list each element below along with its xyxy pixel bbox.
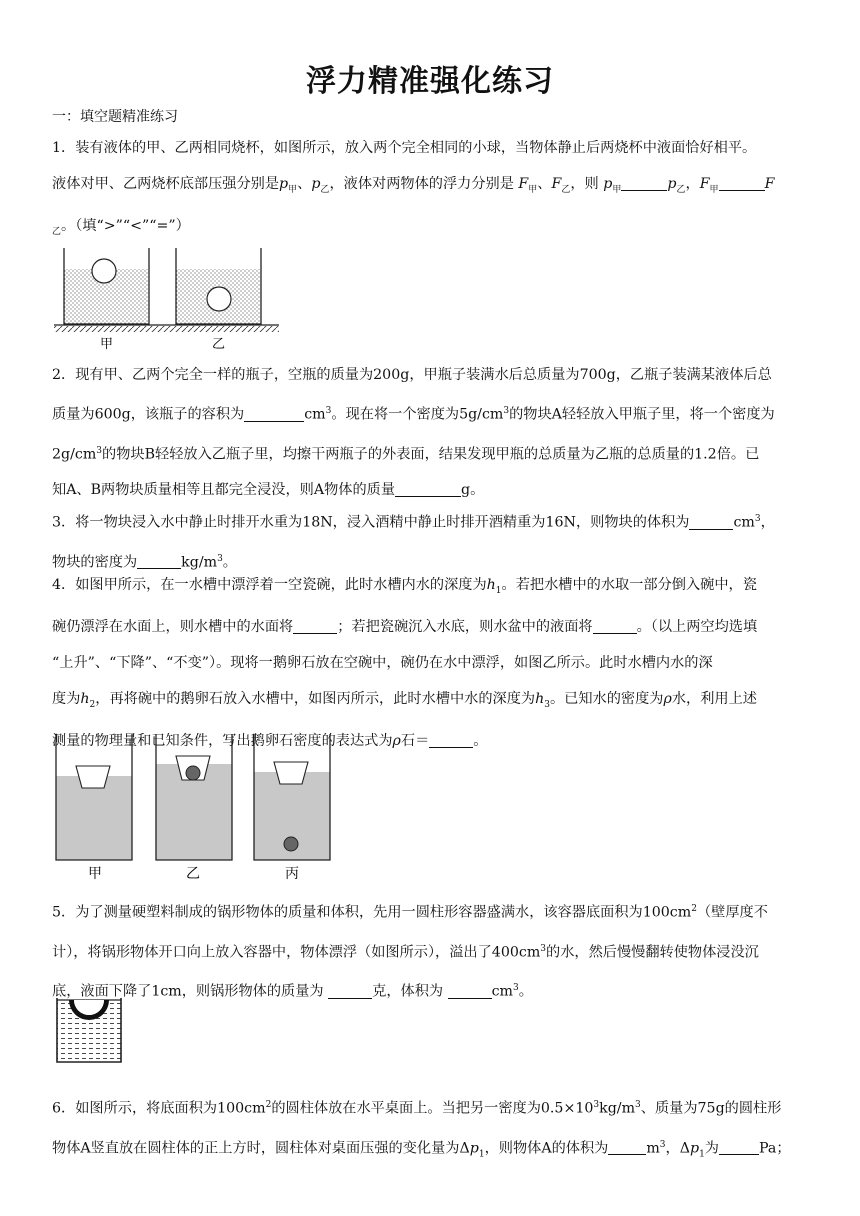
q3-blank-1[interactable] xyxy=(689,514,733,530)
tank-bing xyxy=(254,734,330,860)
q1-figure xyxy=(54,244,284,350)
beaker-jia xyxy=(64,248,149,324)
ball-yi xyxy=(207,287,231,311)
q2-blank-2[interactable] xyxy=(395,481,461,497)
question-2: 2．现有甲、乙两个完全一样的瓶子，空瓶的质量为200g，甲瓶子装满水后总质量为700g，乙瓶子装满某液体后总 质量为600g，该瓶子的容积为 $cm^3$。现在将一个密度为$5g/cm^3$的物块A轻轻放入甲瓶子里，将一个密度为 $2g/cm^3$的物块B轻轻放入乙瓶子里，均擦干两瓶子的外表面，结果发现甲瓶的总质量为乙瓶的总质量的1.2倍。已 知A、B两物块质量相等且都完全浸没，则A物体的质量 g。 xyxy=(52,367,775,499)
page-title: 浮力精准强化练习 xyxy=(306,64,554,99)
question-6: 6．如图所示，将底面积为$100cm^2$的圆柱体放在水平桌面上。当把另一密度为$0.5\times 10^3kg/m^3$、质量为75g的圆柱形 物体A竖直放在圆柱体的正上方时，圆柱体对桌面压强的变化量为$\Delta p_1$，则物体A的体积为 $m^3$，$\Delta p_1$为 Pa； xyxy=(52,1100,791,1160)
q1-line1: 1．装有液体的甲、乙两相同烧杯，如图所示，放入两个完全相同的小球，当物体静止后两烧杯中液面恰好相平。 xyxy=(52,140,757,156)
q2-blank-1[interactable] xyxy=(244,406,304,422)
q1-line3: $_乙$。（填“>”“<”“=”） xyxy=(52,217,190,237)
tank-yi xyxy=(156,734,232,860)
question-1 xyxy=(52,130,812,250)
q5-blank-2[interactable] xyxy=(448,983,492,999)
q6-blank-1[interactable] xyxy=(608,1139,646,1155)
q4-label-yi: 乙 xyxy=(186,866,200,882)
q1-line2: 液体对甲、乙两烧杯底部压强分别是$p_甲$、$p_乙$，液体对两物体的浮力分别是 $F_甲$、$F_乙$，则 $p_甲$ $p_乙$，$F_甲$ F xyxy=(52,176,775,195)
bowl-bing xyxy=(274,762,308,784)
q6-blank-2[interactable] xyxy=(719,1139,759,1155)
q4-label-jia: 甲 xyxy=(88,866,102,882)
pebble-bing xyxy=(284,837,298,851)
q5-figure xyxy=(54,996,126,1066)
beaker-yi xyxy=(176,248,261,324)
question-4: 4．如图甲所示，在一水槽中漂浮着一空瓷碗，此时水槽内水的深度为$h_1$。若把水槽中的水取一部分倒入碗中，瓷 碗仍漂浮在水面上，则水槽中的水面将 ；若把瓷碗沉入水底，则水盆中的液面将 。（以上两空均选填 “上升”、“下降”、“不变”）。现将一鹅卵石放在空碗中，碗仍在水中漂浮，如图乙所示。此时水槽内水的深 度为$h_2$，再将碗中的鹅卵石放入水槽中，如图丙所示，此时水槽中水的深度为$h_3$。已知水的密度为ρ水，利用上述 测量的物理量和已知条件，写出鹅卵石密度的表达式为ρ石＝ 。 xyxy=(52,577,758,749)
question-5: 5．为了测量硬塑料制成的锅形物体的质量和体积，先用一圆柱形容器盛满水，该容器底面积为$100cm^2$（壁厚度不 计），将锅形物体开口向上放入容器中，物体漂浮（如图所示），溢出了$400cm^3$的水，然后慢慢翻转使物体浸没沉 底，液面下降了1cm，则锅形物体的质量为 克，体积为 $cm^3$。 xyxy=(52,904,768,1001)
question-3: 3．将一物块浸入水中静止时排开水重为18N，浸入酒精中静止时排开酒精重为16N，则物块的体积为 $cm^3$， 物块的密度为 $kg/m^3$。 xyxy=(52,514,775,571)
q4-figure xyxy=(54,732,336,884)
q1-blank-2[interactable] xyxy=(719,175,765,191)
q1-blank-1[interactable] xyxy=(621,175,667,191)
q1-label-yi: 乙 xyxy=(212,337,226,350)
section-heading: 一：填空题精准练习 xyxy=(52,109,178,125)
bowl-jia xyxy=(76,766,110,788)
tank-jia xyxy=(56,734,132,860)
q4-label-bing: 丙 xyxy=(285,866,299,882)
q1-label-jia: 甲 xyxy=(100,337,114,350)
q5-blank-1[interactable] xyxy=(328,983,372,999)
q4-blank-3[interactable] xyxy=(429,732,473,748)
q4-blank-1[interactable] xyxy=(293,618,337,634)
ball-jia xyxy=(92,259,116,283)
q4-blank-2[interactable] xyxy=(593,618,637,634)
pebble-yi xyxy=(186,766,200,780)
